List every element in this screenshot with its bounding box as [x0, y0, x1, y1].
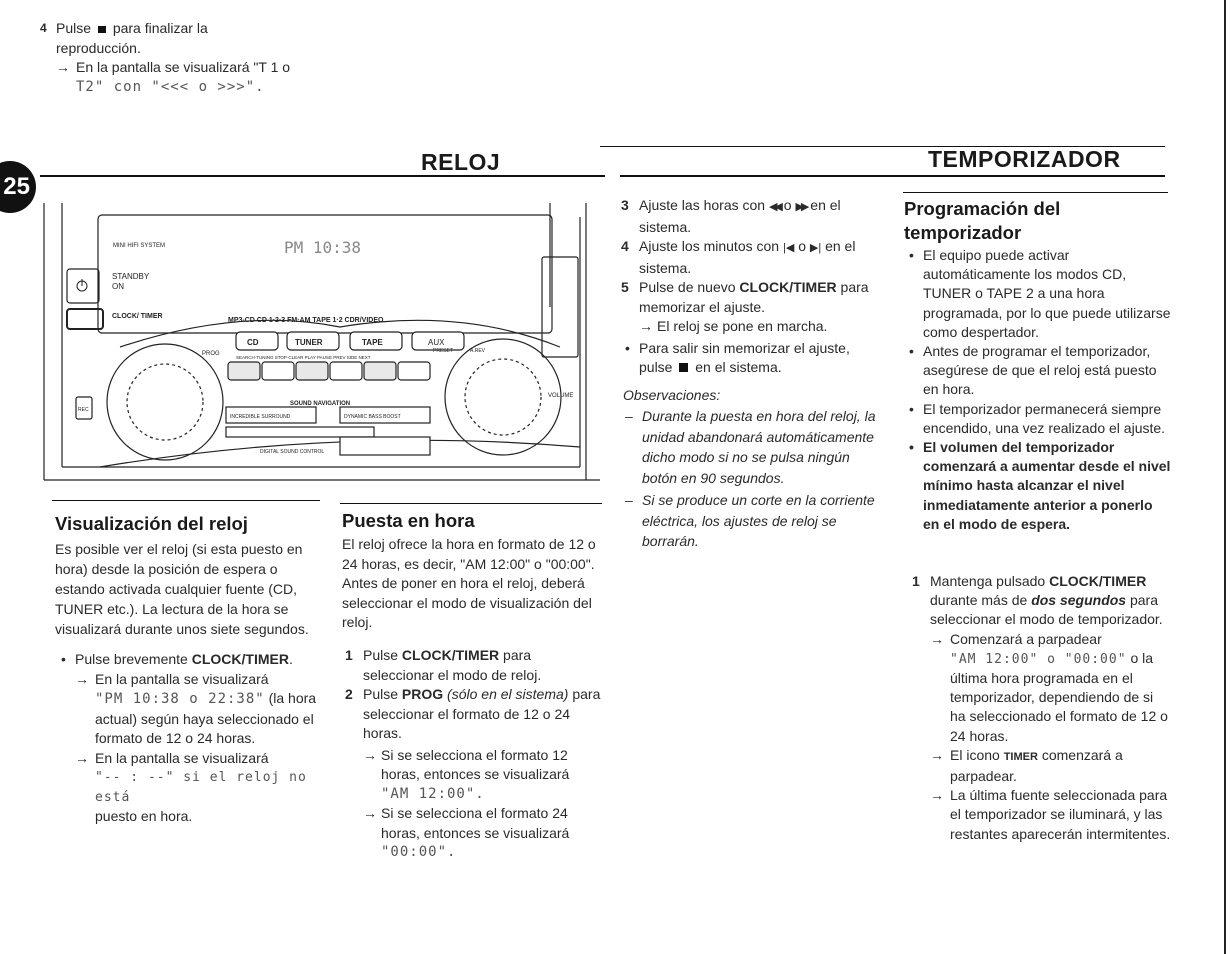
panel-brand-label: MINI HIFI SYSTEM	[113, 243, 166, 249]
header-rule-right	[620, 175, 1165, 177]
obs1: Durante la puesta en hora del reloj, la unidad abandonará automáticamente dicho modo si no se pulsa ningún botón en 90 segundos.	[642, 408, 876, 486]
arrow-icon: →	[930, 630, 944, 647]
top-line1-post: para finalizar la	[112, 20, 208, 36]
prog-step1-pre: Mantenga pulsado	[930, 573, 1046, 589]
panel-sound-nav-label: SOUND NAVIGATION	[290, 401, 351, 407]
heading-temporizador: TEMPORIZADOR	[928, 146, 1121, 172]
step2-arrow2-lcd: "00:00".	[381, 844, 457, 860]
panel-button-cd: CD	[247, 338, 259, 347]
step-number: 1	[912, 573, 920, 589]
rule-programacion	[903, 192, 1168, 193]
step1-post: para seleccionar el modo de reloj.	[363, 647, 542, 683]
bullet-icon: •	[909, 343, 914, 360]
panel-incredible-label: INCREDIBLE SURROUND	[230, 414, 291, 420]
puesta-steps	[345, 646, 603, 863]
panel-button-tape: TAPE	[362, 338, 383, 347]
dash-icon: –	[625, 408, 633, 424]
step5-pre: Pulse de nuevo	[639, 279, 736, 295]
step1-pre: Pulse	[363, 647, 399, 663]
panel-sources-label: MP3-CD CD 1·2·3 FM·AM TAPE 1·2 CDR/VIDEO	[228, 317, 384, 324]
arrow-icon: →	[56, 59, 70, 75]
observaciones-title: Observaciones:	[623, 387, 721, 403]
prog-a1-lcd: "AM 12:00" o "00:00"	[950, 651, 1127, 667]
bullet-icon: •	[909, 439, 914, 456]
step-number: 3	[621, 197, 629, 213]
prog-a2-key: TIMER	[1003, 750, 1038, 763]
panel-dbb-label: DYNAMIC BASS BOOST	[344, 414, 401, 420]
top-line1-pre: Pulse	[56, 20, 92, 36]
panel-rec-label: REC	[78, 407, 89, 413]
panel-volume-label: VOLUME	[548, 393, 574, 399]
step-number: 5	[621, 279, 629, 295]
panel-standby-label: STANDBY	[112, 272, 150, 281]
device-panel-illustration	[40, 197, 600, 487]
col3-steps: 3 Ajuste las horas con ◀◀ o ▶▶ en el sistema. 4 Ajuste los minutos con |◀ o ▶| en el sistema. 5 Pulse de nuevo CLOCK/TIMER para memorizar el ajuste. → El reloj se pone en marcha. • Para salir sin memorizar el ajuste, pulse en el sistema.	[621, 197, 869, 375]
top-line3: En la pantalla se visualizará "T 1 o	[76, 59, 291, 75]
rule-visualizacion	[52, 500, 320, 501]
prog-a1-pre: Comenzará a parpadear	[950, 630, 1102, 647]
step5-arrow: El reloj se pone en marcha.	[657, 318, 828, 334]
arrow-icon: →	[930, 787, 944, 804]
arrow-icon: →	[363, 746, 377, 763]
panel-button-tuner: TUNER	[295, 338, 323, 347]
prev-icon: |◀	[782, 242, 795, 254]
bullet-key: CLOCK/TIMER	[191, 651, 289, 667]
puesta-paragraph: El reloj ofrece la hora en formato de 12 o 24 horas, es decir, "AM 12:00" o "00:00". Antes de poner en hora el reloj, deberá seleccionar el modo de visualización del reloj.	[342, 536, 596, 630]
prog-bullet2: Antes de programar el temporizador, asegúrese de que el reloj está puesto en hora.	[923, 343, 1157, 398]
bullet-icon: •	[61, 651, 66, 667]
panel-on-label: ON	[112, 282, 124, 291]
prog-step1-post: para seleccionar el modo de temporizador.	[930, 592, 1163, 628]
top-line2: reproducción.	[56, 39, 141, 56]
heading-programacion: Programación del temporizador	[904, 198, 1061, 243]
page-number-badge	[0, 161, 36, 213]
a1-lcd: "PM 10:38 o 22:38"	[95, 691, 265, 707]
step-number: 4	[40, 21, 47, 35]
heading-reloj: RELOJ	[421, 149, 501, 175]
bullet-post: .	[288, 651, 293, 667]
dash-icon: –	[625, 492, 633, 508]
step4-post: en el sistema.	[639, 238, 856, 276]
next-icon: ▶|	[809, 242, 822, 254]
a2-line3: puesto en hora.	[95, 808, 193, 824]
col3-bullet: Para salir sin memorizar el ajuste, pulse	[639, 339, 850, 375]
prog-step1-mid: durante más de	[930, 592, 1028, 609]
arrow-icon: →	[75, 749, 89, 766]
step2-italic: (sólo en el sistema)	[447, 686, 569, 702]
prog-bullet4: El volumen del temporizador comenzará a aumentar desde el nivel mínimo hasta alcanzar el nivel inmediatamente anterior a ponerlo en el modo de espera.	[923, 439, 1171, 532]
prog-bullet3: El temporizador permanecerá siempre encendido, una vez realizado el ajuste.	[923, 400, 1166, 436]
programacion-step1	[912, 572, 1172, 844]
bullet-text: Pulse brevemente	[75, 651, 188, 667]
programacion-bullets	[909, 246, 1171, 534]
prog-a2-pre: El icono	[950, 746, 1000, 763]
a1-line2b: (la hora	[268, 690, 317, 706]
a1-line3: actual) según haya seleccionado el	[95, 710, 314, 727]
step-number: 1	[345, 647, 353, 663]
step-number: 2	[345, 686, 353, 702]
step4-pre: Ajuste los minutos con	[639, 238, 780, 254]
page-edge-right	[1224, 0, 1226, 954]
step2-arrow1-lcd: "AM 12:00".	[381, 785, 485, 802]
heading-visualizacion: Visualización del reloj	[55, 513, 248, 534]
prog-bullet1: El equipo puede activar automáticamente los modos CD, TUNER o TAPE 2 a una hora programada, por lo que puede utilizarse como despertador.	[923, 247, 1171, 340]
bullet-icon: •	[909, 247, 914, 263]
step5-post: para memorizar el ajuste.	[639, 279, 869, 315]
obs2: Si se produce un corte en la corriente eléctrica, los ajustes de reloj se borrarán.	[642, 492, 875, 549]
bullet-icon: •	[625, 339, 630, 356]
a2-line2: "-- : --" si el reloj no está	[95, 770, 307, 805]
panel-prog-label: PROG	[202, 351, 220, 357]
col3-bullet-post: en el sistema.	[695, 359, 782, 375]
step2-post: para seleccionar el formato de 12 o 24 horas.	[363, 686, 601, 741]
panel-arev-label: A.REV	[470, 348, 486, 354]
header-rule-left	[40, 175, 605, 177]
stop-icon	[98, 26, 106, 33]
observaciones-list	[625, 406, 882, 552]
step3-pre: Ajuste las horas con	[639, 197, 766, 213]
bullet-icon: •	[909, 400, 914, 417]
step2-pre: Pulse	[363, 686, 399, 702]
arrow-icon: →	[75, 670, 89, 687]
panel-digital-label: DIGITAL SOUND CONTROL	[260, 449, 325, 455]
step-number: 4	[621, 238, 629, 254]
step1-key: CLOCK/TIMER	[401, 647, 500, 663]
arrow-icon: →	[639, 318, 653, 334]
panel-preset-label: PRESET	[433, 348, 454, 354]
step2-arrow2: Si se selecciona el formato 24 horas, entonces se visualizará	[381, 805, 570, 841]
arrow-icon: →	[363, 805, 377, 821]
step3-post: en el sistema.	[639, 197, 841, 235]
prog-step1-bold: dos segundos	[1031, 592, 1127, 609]
panel-button-aux: AUX	[428, 338, 445, 347]
top-step-block	[40, 19, 340, 97]
step2-key: PROG	[401, 686, 444, 702]
visualizacion-paragraph: Es posible ver el reloj (si esta puesto en hora) desde la posición de espera o estando activada cualquier fuente (CD, TUNER etc.). La lectura de la hora se visualizará durante unos siete segundos.	[55, 541, 309, 637]
device-panel-svg	[40, 197, 600, 487]
forward-icon: ▶▶	[795, 201, 807, 213]
visualizacion-bullet	[61, 650, 320, 827]
panel-clock-timer-label: CLOCK/ TIMER	[112, 313, 163, 320]
stop-icon	[679, 363, 688, 372]
arrow-icon: →	[930, 746, 944, 763]
rule-puesta	[340, 503, 602, 504]
page-number: 25	[3, 173, 30, 200]
step5-key: CLOCK/TIMER	[739, 279, 837, 295]
prog-step1-key: CLOCK/TIMER	[1049, 573, 1147, 589]
prog-a1-post: o la última hora programada en el temporizador, dependiendo de si ha seleccionado el formato de 12 o 24 horas.	[950, 649, 1168, 744]
rewind-icon: ◀◀	[768, 201, 780, 213]
a1-line1: En la pantalla se visualizará	[95, 670, 269, 687]
prog-a2-post: comenzará a parpadear.	[950, 746, 1123, 785]
heading-puesta: Puesta en hora	[342, 510, 475, 531]
a1-line4: formato de 12 o 24 horas.	[95, 730, 256, 746]
a2-line1: En la pantalla se visualizará	[95, 749, 269, 766]
top-line4: T2" con "<<< o >>>".	[76, 78, 265, 95]
step2-arrow1: Si se selecciona el formato 12 horas, entonces se visualizará	[381, 746, 570, 782]
panel-row-labels: SEARCH·TUNING STOP·CLEAR PLAY PAUSE PREV SIDE NEXT	[236, 355, 371, 360]
panel-lcd-display: PM 10:38	[284, 238, 362, 257]
prog-a3: La última fuente seleccionada para el temporizador se iluminará, y las restantes aparecerán intermitentes.	[950, 787, 1171, 842]
